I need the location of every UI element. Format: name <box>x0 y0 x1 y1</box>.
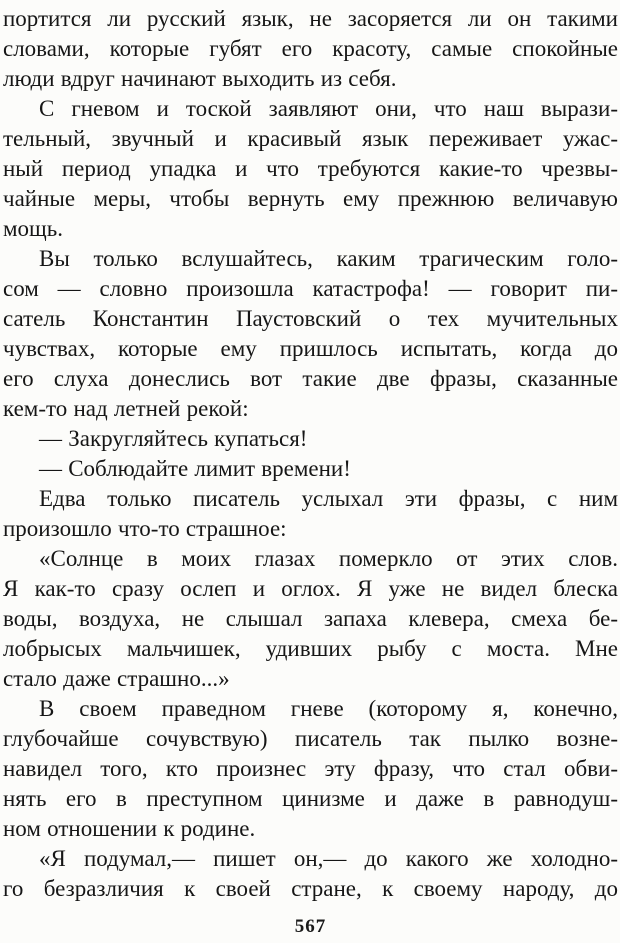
text-line: мощь. <box>3 216 64 241</box>
text-line: С гневом и тоской заявляют они, что наш вырази- <box>39 96 618 121</box>
text-line: портится ли русский язык, не засоряется ли он такими <box>3 6 618 31</box>
text-line: Едва только писатель услыхал эти фразы, с ним <box>39 486 618 511</box>
text-line: тельный, звучный и красивый язык переживает ужас- <box>3 126 618 151</box>
text-line: — Соблюдайте лимит времени! <box>39 456 351 481</box>
page-number: 567 <box>294 916 327 937</box>
text-line: Я как-то сразу ослеп и оглох. Я уже не видел блеска <box>3 576 618 601</box>
text-line: сом — словно произошла катастрофа! — говорит пи- <box>3 276 618 301</box>
text-line: произошло что-то страшное: <box>3 516 287 541</box>
text-line: ный период упадка и что требуются какие-то чрезвы- <box>3 156 618 181</box>
text-line: нять его в преступном цинизме и даже в равнодуш- <box>3 786 618 811</box>
text-line: воды, воздуха, не слышал запаха клевера, смеха бе- <box>3 606 618 631</box>
text-line: навидел того, кто произнес эту фразу, что стал обви- <box>3 756 618 781</box>
text-line: сатель Константин Паустовский о тех мучительных <box>3 306 618 331</box>
text-line: ном отношении к родине. <box>3 816 256 841</box>
text-line: го безразличия к своей стране, к своему народу, до <box>3 876 618 901</box>
page-text <box>3 4 618 904</box>
text-line: «Солнце в моих глазах померкло от этих слов. <box>39 546 618 571</box>
text-line: люди вдруг начинают выходить из себя. <box>3 66 397 91</box>
text-line: стало даже страшно...» <box>3 666 230 691</box>
text-line: чайные меры, чтобы вернуть ему прежнюю величавую <box>3 186 618 211</box>
text-line: лобрысых мальчишек, удивших рыбу с моста. Мне <box>3 636 618 661</box>
text-line: чувствах, которые ему пришлось испытать, когда до <box>3 336 618 361</box>
text-line: Вы только вслушайтесь, каким трагическим голо- <box>39 246 618 271</box>
text-line: «Я подумал,— пишет он,— до какого же холодно- <box>39 846 618 871</box>
text-line: кем-то над летней рекой: <box>3 396 249 421</box>
text-line: — Закругляйтесь купаться! <box>39 426 308 451</box>
text-line: В своем праведном гневе (которому я, конечно, <box>39 696 618 721</box>
text-line: словами, которые губят его красоту, самые спокойные <box>3 36 618 61</box>
text-line: глубочайше сочувствую) писатель так пылко возне- <box>3 726 618 751</box>
text-line: его слуха донеслись вот такие две фразы, сказанные <box>3 366 618 391</box>
